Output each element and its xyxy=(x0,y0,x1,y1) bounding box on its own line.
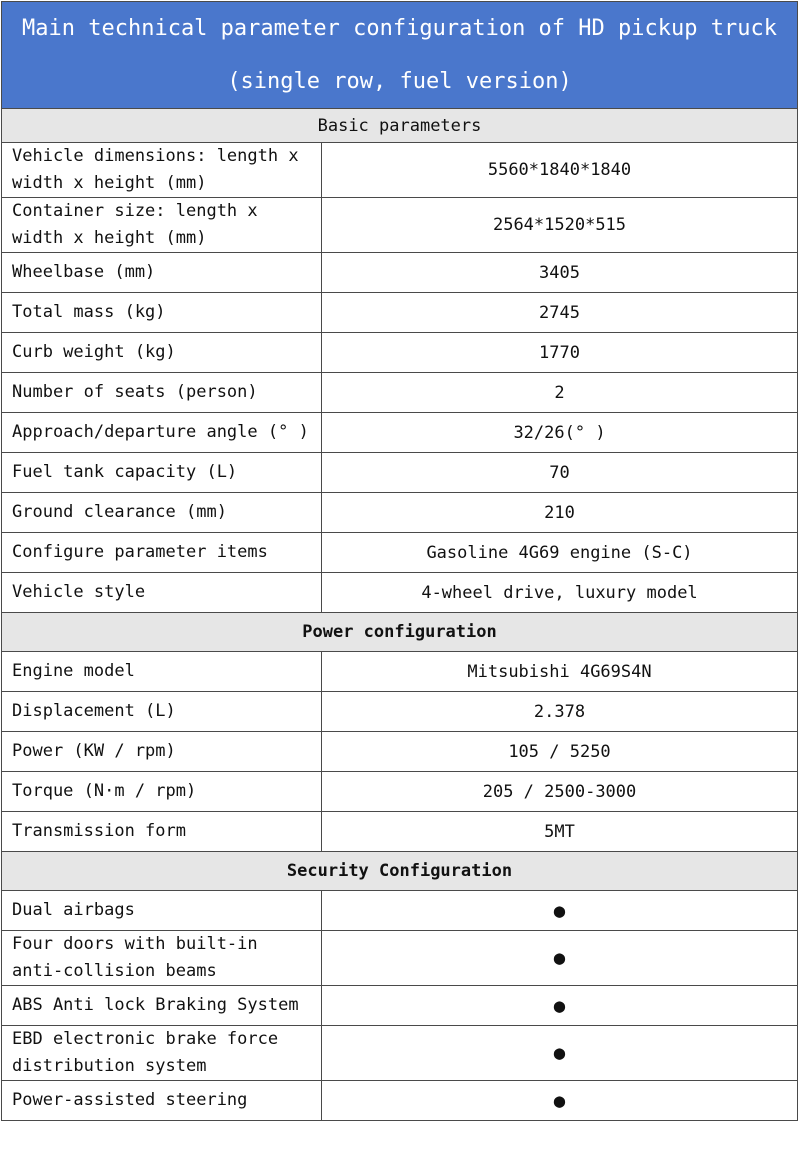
table-row xyxy=(2,573,798,613)
row-label: Displacement (L) xyxy=(2,692,322,732)
row-value: 5560*1840*1840 xyxy=(322,143,798,198)
section-header-row xyxy=(2,109,798,143)
table-row xyxy=(2,1081,798,1121)
row-value: 210 xyxy=(322,493,798,533)
section-header-row xyxy=(2,613,798,652)
row-value: Gasoline 4G69 engine (S-C) xyxy=(322,533,798,573)
row-value: 2.378 xyxy=(322,692,798,732)
row-label: Power (KW / rpm) xyxy=(2,732,322,772)
feature-dot: ● xyxy=(322,1081,798,1121)
row-label: Total mass (kg) xyxy=(2,293,322,333)
table-row xyxy=(2,732,798,772)
row-label: Engine model xyxy=(2,652,322,692)
row-value: 2 xyxy=(322,373,798,413)
row-value: 3405 xyxy=(322,253,798,293)
title-line-2: (single row, fuel version) xyxy=(227,69,572,94)
row-label: ABS Anti lock Braking System xyxy=(2,986,322,1026)
table-row xyxy=(2,493,798,533)
table-row xyxy=(2,652,798,692)
title-row xyxy=(2,2,798,109)
row-value: Mitsubishi 4G69S4N xyxy=(322,652,798,692)
row-value: 70 xyxy=(322,453,798,493)
row-value: 4-wheel drive, luxury model xyxy=(322,573,798,613)
table-row xyxy=(2,198,798,253)
page-title xyxy=(2,2,798,109)
row-value: 2564*1520*515 xyxy=(322,198,798,253)
row-label: Approach/departure angle (° ) xyxy=(2,413,322,453)
spec-table xyxy=(1,1,798,1121)
row-label: Dual airbags xyxy=(2,891,322,931)
row-label: Number of seats (person) xyxy=(2,373,322,413)
table-row xyxy=(2,931,798,986)
table-row xyxy=(2,812,798,852)
row-value: 105 / 5250 xyxy=(322,732,798,772)
table-row xyxy=(2,293,798,333)
row-value: 32/26(° ) xyxy=(322,413,798,453)
row-label: Power-assisted steering xyxy=(2,1081,322,1121)
row-value: 5MT xyxy=(322,812,798,852)
table-row xyxy=(2,333,798,373)
row-label: Ground clearance (mm) xyxy=(2,493,322,533)
table-row xyxy=(2,453,798,493)
row-label: Container size: length x width x height (mm) xyxy=(2,198,322,253)
row-label: Four doors with built-in anti-collision beams xyxy=(2,931,322,986)
section-heading-security: Security Configuration xyxy=(2,852,798,891)
row-label: Vehicle dimensions: length x width x height (mm) xyxy=(2,143,322,198)
row-label: Transmission form xyxy=(2,812,322,852)
feature-dot: ● xyxy=(322,1026,798,1081)
table-row xyxy=(2,891,798,931)
feature-dot: ● xyxy=(322,931,798,986)
row-value: 205 / 2500-3000 xyxy=(322,772,798,812)
row-label: Torque (N·m / rpm) xyxy=(2,772,322,812)
title-line-1: Main technical parameter configuration of HD pickup truck xyxy=(22,16,777,41)
row-label: Fuel tank capacity (L) xyxy=(2,453,322,493)
section-header-row xyxy=(2,852,798,891)
section-heading-power: Power configuration xyxy=(2,613,798,652)
row-label: Vehicle style xyxy=(2,573,322,613)
feature-dot: ● xyxy=(322,986,798,1026)
table-row xyxy=(2,1026,798,1081)
table-row xyxy=(2,986,798,1026)
row-label: Configure parameter items xyxy=(2,533,322,573)
table-row xyxy=(2,413,798,453)
table-row xyxy=(2,533,798,573)
row-value: 2745 xyxy=(322,293,798,333)
table-row xyxy=(2,373,798,413)
feature-dot: ● xyxy=(322,891,798,931)
row-label: Wheelbase (mm) xyxy=(2,253,322,293)
row-label: EBD electronic brake force distribution system xyxy=(2,1026,322,1081)
section-heading-basic: Basic parameters xyxy=(2,109,798,143)
row-value: 1770 xyxy=(322,333,798,373)
table-row xyxy=(2,692,798,732)
table-row xyxy=(2,143,798,198)
table-row xyxy=(2,253,798,293)
row-label: Curb weight (kg) xyxy=(2,333,322,373)
table-row xyxy=(2,772,798,812)
